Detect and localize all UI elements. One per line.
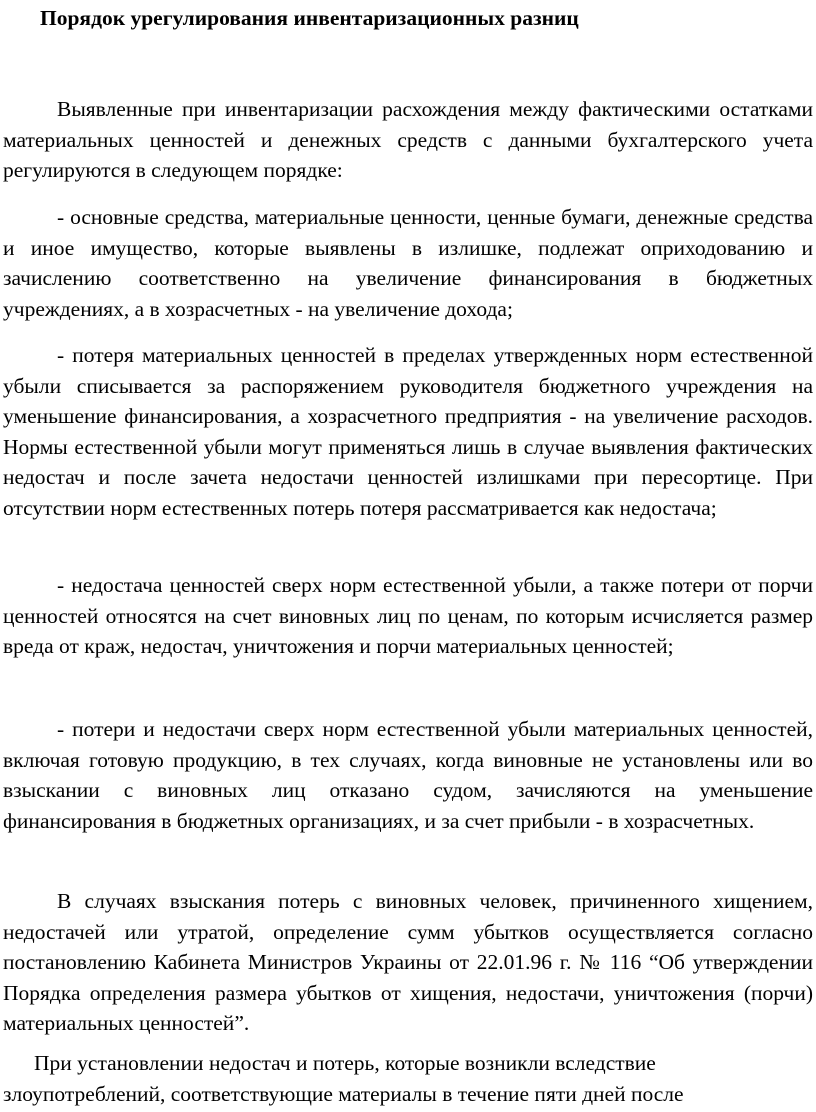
- paragraph-abuse-shortages: При установлении недостач и потерь, которые возникли вследствие злоупотреблений, соответствующие материалы в течение пяти дней после: [3, 1051, 684, 1106]
- paragraph-natural-loss: - потеря материальных ценностей в пределах утвержденных норм естественной убыли списывается за распоряжением руководителя бюджетного учреждения на уменьшение финансирования, а хозрасчетного предприятия - на увеличение расходов. Нормы естественной убыли могут применяться лишь в случае выявления фактических недостач и после зачета недостачи ценностей излишками при пересортице. При отсутствии норм естественных потерь потеря рассматривается как недостача;: [3, 343, 813, 520]
- paragraph-excess-shortage: - недостача ценностей сверх норм естественной убыли, а также потери от порчи ценностей относятся на счет виновных лиц по ценам, по которым исчисляется размер вреда от краж, недостач, уничтожения и порчи материальных ценностей;: [3, 573, 813, 658]
- document-title: Порядок урегулирования инвентаризационных разниц: [40, 6, 579, 30]
- paragraph-surplus-assets: - основные средства, материальные ценности, ценные бумаги, денежные средства и иное имущество, которые выявлены в излишке, подлежат оприходованию и зачислению соответственно на увеличение финансирования в бюджетных учреждениях, а в хозрасчетных - на увеличение дохода;: [3, 205, 813, 321]
- paragraph-losses-without-culprits: - потери и недостачи сверх норм естественной убыли материальных ценностей, включая готовую продукцию, в тех случаях, когда виновные не установлены или во взыскании с виновных лиц отказано судом, зачисляются на уменьшение финансирования в бюджетных организациях, и за счет прибыли - в хозрасчетных.: [3, 717, 813, 833]
- paragraph-loss-recovery: В случаях взыскания потерь с виновных человек, причиненного хищением, недостачей или утратой, определение сумм убытков осуществляется согласно постановлению Кабинета Министров Украины от 22.01.96 г. № 116 “Об утверждении Порядка определения размера убытков от хищения, недостачи, уничтожения (порчи) материальных ценностей”.: [3, 889, 813, 1035]
- paragraph-intro: Выявленные при инвентаризации расхождения между фактическими остатками материальных ценностей и денежных средств с данными бухгалтерского учета регулируются в следующем порядке:: [3, 97, 813, 182]
